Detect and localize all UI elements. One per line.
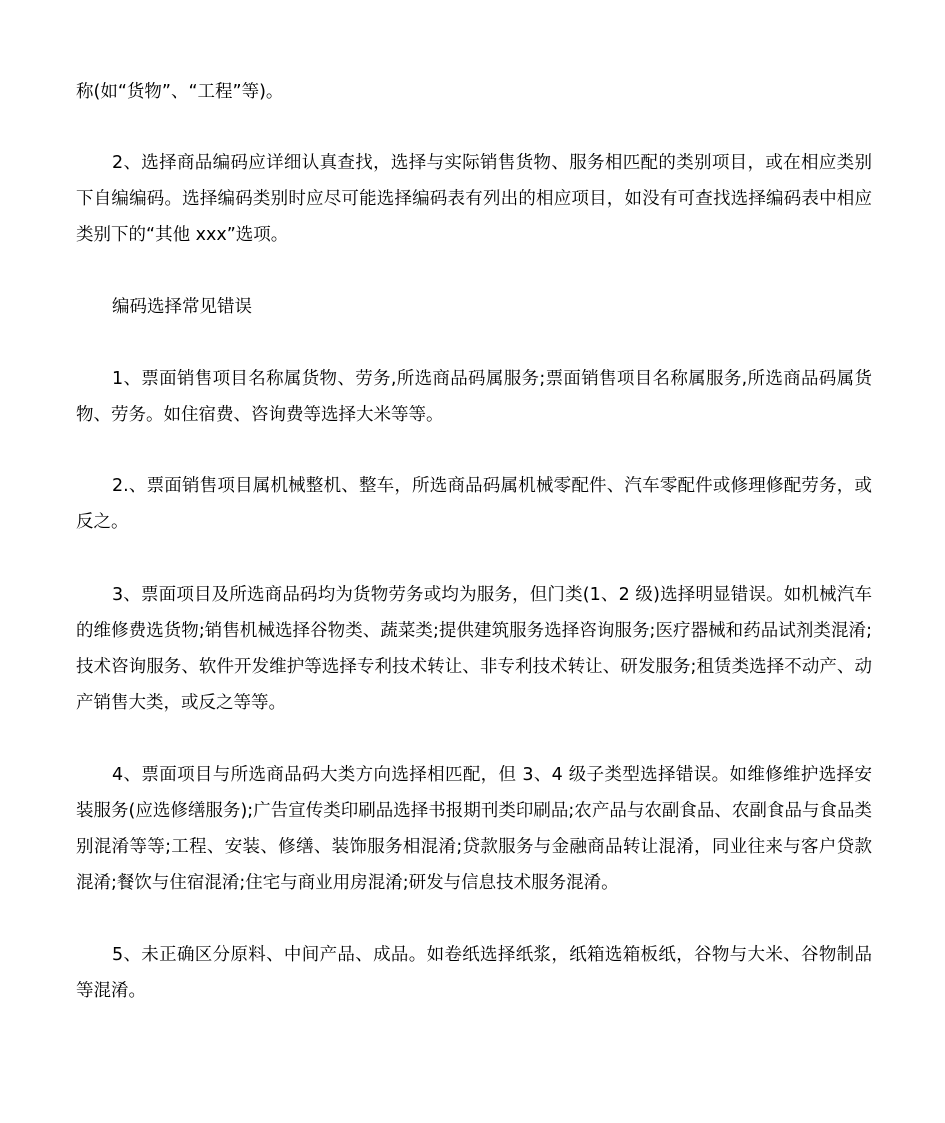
paragraph-error-1: 1、票面销售项目名称属货物、劳务,所选商品码属服务;票面销售项目名称属服务,所选商品码属货物、劳务。如住宿费、咨询费等选择大米等等。 xyxy=(76,369,872,425)
document-page xyxy=(76,0,872,1123)
paragraph-continuation: 称(如“货物”、“工程”等)。 xyxy=(76,82,284,102)
paragraph-error-2: 2.、票面销售项目属机械整机、整车，所选商品码属机械零配件、汽车零配件或修理修配劳务，或反之。 xyxy=(76,476,872,532)
paragraph-item-2-code-selection: 2、选择商品编码应详细认真查找，选择与实际销售货物、服务相匹配的类别项目，或在相应类别下自编编码。选择编码类别时应尽可能选择编码表有列出的相应项目，如没有可查找选择编码表中相应类别下的“其他 xxx”选项。 xyxy=(76,153,872,245)
section-heading-common-errors: 编码选择常见错误 xyxy=(112,297,252,317)
paragraph-error-4: 4、票面项目与所选商品码大类方向选择相匹配，但 3、4 级子类型选择错误。如维修维护选择安装服务(应选修缮服务);广告宣传类印刷品选择书报期刊类印刷品;农产品与农副食品、农副食品与食品类别混淆等等;工程、安装、修缮、装饰服务相混淆;贷款服务与金融商品转让混淆，同业往来与客户贷款混淆;餐饮与住宿混淆;住宅与商业用房混淆;研发与信息技术服务混淆。 xyxy=(76,765,872,893)
paragraph-error-5: 5、未正确区分原料、中间产品、成品。如卷纸选择纸浆，纸箱选箱板纸，谷物与大米、谷物制品等混淆。 xyxy=(76,945,872,1001)
paragraph-error-3: 3、票面项目及所选商品码均为货物劳务或均为服务，但门类(1、2 级)选择明显错误。如机械汽车的维修费选货物;销售机械选择谷物类、蔬菜类;提供建筑服务选择咨询服务;医疗器械和药品试剂类混淆;技术咨询服务、软件开发维护等选择专利技术转让、非专利技术转让、研发服务;租赁类选择不动产、动产销售大类，或反之等等。 xyxy=(76,585,872,713)
